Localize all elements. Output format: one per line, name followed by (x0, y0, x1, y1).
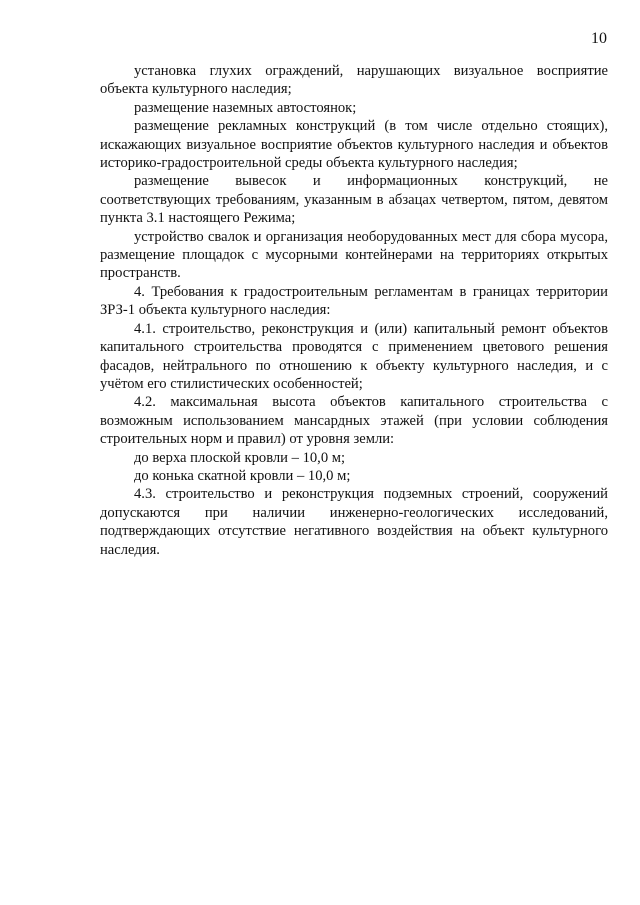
document-body (100, 62, 608, 559)
paragraph-section-4: 4. Требования к градостроительным регламентам в границах территории ЗРЗ-1 объекта культурного наследия: (100, 283, 608, 319)
paragraph-4-3: 4.3. строительство и реконструкция подземных строений, сооружений допускаются при наличии инженерно-геологических исследований, подтверждающих отсутствие негативного воздействия на объект культурного наследия. (100, 486, 608, 558)
paragraph-fences: установка глухих ограждений, нарушающих визуальное восприятие объекта культурного наследия; (100, 63, 608, 98)
page-number: 10 (591, 30, 607, 47)
paragraph-parking: размещение наземных автостоянок; (134, 99, 357, 116)
paragraph-advertising: размещение рекламных конструкций (в том числе отдельно стоящих), искажающих визуальное восприятие объектов культурного наследия и объектов историко-градостроительной среды объекта культурного наследия; (100, 118, 608, 172)
paragraph-4-1: 4.1. строительство, реконструкция и (или) капитальный ремонт объектов капитального строительства проводятся с применением цветового решения фасадов, нейтрального по отношению к объекту культурного наследия, и с учётом его стилистических особенностей; (100, 320, 608, 392)
paragraph-4-2: 4.2. максимальная высота объектов капитального строительства с возможным использованием мансардных этажей (при условии соблюдения строительных норм и правил) от уровня земли: (100, 394, 608, 448)
paragraph-pitched-roof: до конька скатной кровли – 10,0 м; (134, 467, 351, 484)
paragraph-signs: размещение вывесок и информационных конструкций, не соответствующих требованиям, указанным в абзацах четвертом, пятом, девятом пункта 3.1 настоящего Режима; (100, 173, 608, 227)
paragraph-flat-roof: до верха плоской кровли – 10,0 м; (134, 449, 346, 466)
paragraph-dumps: устройство свалок и организация необорудованных мест для сбора мусора, размещение площадок с мусорными контейнерами на территориях открытых пространств. (100, 228, 608, 282)
